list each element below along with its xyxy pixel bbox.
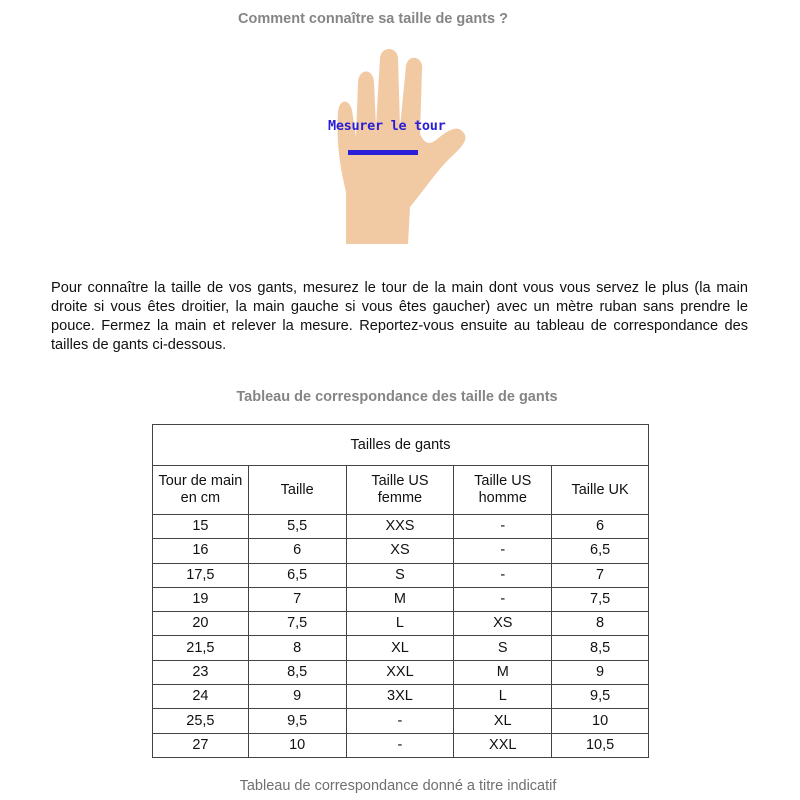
column-header — [248, 466, 346, 515]
table-header-row — [153, 466, 649, 515]
size-table — [152, 424, 649, 758]
measure-label: Mesurer le tour — [328, 118, 446, 134]
table-cell: 5,5 — [248, 515, 346, 539]
column-header-line: Tour de main — [158, 473, 243, 489]
table-cell: XS — [454, 612, 552, 636]
table-body — [153, 515, 649, 758]
table-cell: 8,5 — [248, 660, 346, 684]
table-cell: 7 — [552, 563, 649, 587]
table-cell: S — [346, 563, 454, 587]
table-row — [153, 636, 649, 660]
table-cell: 6,5 — [248, 563, 346, 587]
table-cell: - — [346, 733, 454, 757]
column-header — [346, 466, 454, 515]
table-cell: 21,5 — [153, 636, 249, 660]
table-cell: 9 — [552, 660, 649, 684]
column-header-line: homme — [478, 490, 527, 506]
table-cell: XL — [346, 636, 454, 660]
table-row — [153, 660, 649, 684]
table-row — [153, 685, 649, 709]
column-header — [552, 466, 649, 515]
table-cell: 25,5 — [153, 709, 249, 733]
table-cell: XXS — [346, 515, 454, 539]
table-cell: - — [454, 587, 552, 611]
table-cell: 6 — [552, 515, 649, 539]
table-row — [153, 515, 649, 539]
table-cell: 6,5 — [552, 539, 649, 563]
column-header-line: en cm — [180, 490, 221, 506]
page-title: Comment connaître sa taille de gants ? — [238, 11, 508, 27]
table-row — [153, 612, 649, 636]
table-cell: XL — [454, 709, 552, 733]
table-row — [153, 709, 649, 733]
table-cell: 10 — [248, 733, 346, 757]
table-cell: - — [454, 539, 552, 563]
table-cell: 16 — [153, 539, 249, 563]
table-cell: - — [454, 563, 552, 587]
table-cell: S — [454, 636, 552, 660]
measure-band — [348, 150, 418, 155]
intro-paragraph: Pour connaître la taille de vos gants, mesurez le tour de la main dont vous vous servez le plus (la main droite si vous êtes droitier, la main gauche si vous êtes gaucher) avec un mètre ruban sans prendre le pouce. Fermez la main et relever la mesure. Reportez-vous ensuite au tableau de correspondance des tailles de gants ci-dessous. — [51, 280, 748, 353]
column-header-line: Taille UK — [571, 481, 629, 498]
table-cell: 7 — [248, 587, 346, 611]
table-row — [153, 587, 649, 611]
table-row — [153, 539, 649, 563]
table-cell: 7,5 — [552, 587, 649, 611]
column-header-line: Taille — [280, 481, 314, 498]
table-row — [153, 563, 649, 587]
hand-illustration — [318, 42, 478, 247]
column-header — [454, 466, 552, 515]
table-cell: XXL — [454, 733, 552, 757]
hand-icon — [318, 42, 478, 247]
table-cell: 8 — [248, 636, 346, 660]
table-cell: 6 — [248, 539, 346, 563]
table-cell: L — [454, 685, 552, 709]
table-cell: 8,5 — [552, 636, 649, 660]
table-caption: Tailles de gants — [153, 425, 649, 466]
table-cell: XS — [346, 539, 454, 563]
column-header-line: Taille US — [371, 473, 429, 489]
table-cell: 23 — [153, 660, 249, 684]
footnote: Tableau de correspondance donné a titre indicatif — [239, 778, 557, 794]
table-cell: 20 — [153, 612, 249, 636]
table-cell: 9,5 — [552, 685, 649, 709]
table-cell: 24 — [153, 685, 249, 709]
table-cell: 15 — [153, 515, 249, 539]
table-row — [153, 733, 649, 757]
table-cell: 7,5 — [248, 612, 346, 636]
table-cell: 3XL — [346, 685, 454, 709]
table-cell: 17,5 — [153, 563, 249, 587]
table-cell: 9,5 — [248, 709, 346, 733]
column-header — [153, 466, 249, 515]
table-cell: M — [346, 587, 454, 611]
table-cell: L — [346, 612, 454, 636]
table-cell: 10,5 — [552, 733, 649, 757]
table-cell: - — [346, 709, 454, 733]
column-header-line: femme — [377, 490, 423, 506]
table-title: Tableau de correspondance des taille de gants — [236, 389, 558, 405]
table-cell: - — [454, 515, 552, 539]
column-header-line: Taille US — [474, 473, 532, 489]
table-cell: 8 — [552, 612, 649, 636]
table-cell: 27 — [153, 733, 249, 757]
table-cell: 19 — [153, 587, 249, 611]
table-cell: 10 — [552, 709, 649, 733]
table-cell: 9 — [248, 685, 346, 709]
table-cell: XXL — [346, 660, 454, 684]
table-cell: M — [454, 660, 552, 684]
